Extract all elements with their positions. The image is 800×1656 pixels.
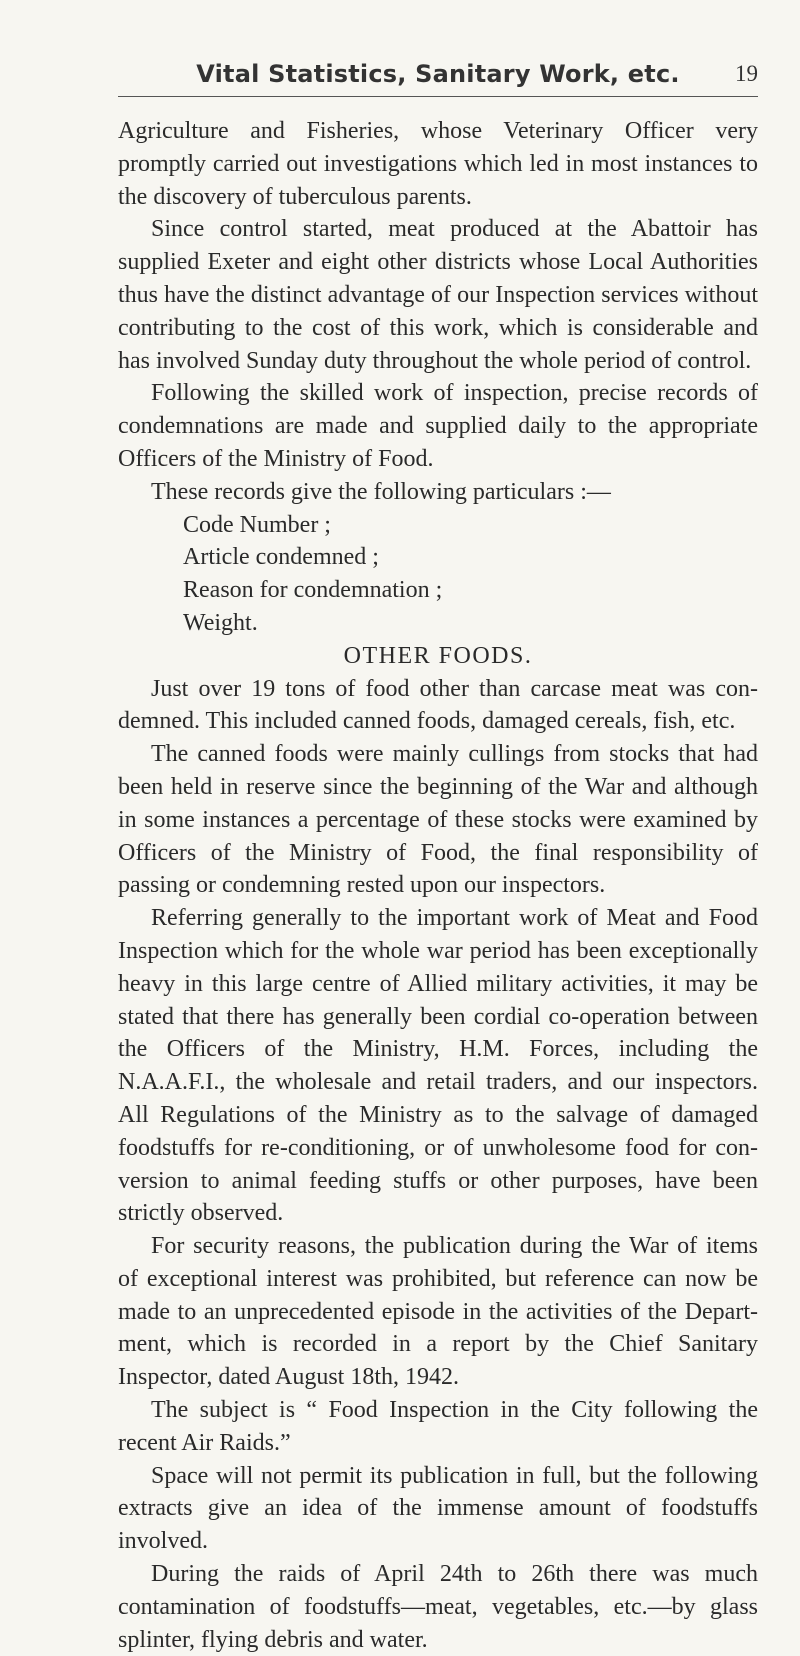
body-text [118, 115, 758, 1656]
list-item: Weight. [183, 609, 258, 636]
paragraph: Referring generally to the important work of Meat and Food Inspection which for the whole war period has been exceptionally heavy in this large centre of Allied military activities, it may be stated that there has generally been cordial co-operation between the Officers of the Ministry, H.M. Forces, including the N.A.A.F.I., the wholesale and retail traders, and our inspectors. All Regulations of the Ministry as to the salvage of damaged foodstuffs for re-conditioning, or of unwholesome food for conversion to animal feeding stuffs or other purposes, have been strictly observed. [118, 905, 758, 1227]
page-number: 19 [735, 61, 758, 86]
paragraph: Since control started, meat produced at the Abattoir has supplied Exeter and eight other districts whose Local Authorities thus have the distinct advantage of our Inspection services without contributing to the cost of this work, which is considerable and has involved Sunday duty throughout the whole period of control. [118, 216, 758, 374]
paragraph: Just over 19 tons of food other than carcase meat was condemned. This included canned foods, damaged cereals, fish, etc. [118, 675, 758, 735]
paragraph: The subject is “ Food Inspection in the City following the recent Air Raids.” [118, 1397, 758, 1456]
paragraph: During the raids of April 24th to 26th there was much contamination of foodstuffs—meat, vegetables, etc.—by glass splinter, flying debris and water. [118, 1561, 758, 1653]
paragraph: Agriculture and Fisheries, whose Veterinary Officer very promptly carried out investigations which led in most instances to the discovery of tuberculous parents. [118, 118, 758, 210]
paragraph: These records give the following particulars :— [151, 478, 611, 505]
list-item: Reason for condemnation ; [183, 577, 443, 604]
list-item: Article condemned ; [183, 544, 379, 571]
header-title: Vital Statistics, Sanitary Work, etc. [196, 60, 680, 88]
paragraph: For security reasons, the publication during the War of items of exceptional interest was prohibited, but reference can now be made to an unprecedented episode in the activities of the Department, which is recorded in a report by the Chief Sanitary Inspector, dated August 18th, 1942. [118, 1233, 758, 1391]
list-item: Code Number ; [183, 511, 331, 538]
paragraph: The canned foods were mainly cullings from stocks that had been held in reserve since the beginning of the War and although in some instances a percentage of these stocks were examined by Officers of the Ministry of Food, the final responsibility of passing or condemning rested upon our inspectors. [118, 741, 758, 899]
running-header [118, 60, 758, 97]
paragraph: Space will not permit its publication in full, but the following extracts give an idea of the immense amount of foodstuffs involved. [118, 1462, 758, 1555]
particulars-list [118, 509, 758, 640]
section-heading: OTHER FOODS. [343, 642, 533, 669]
paragraph: Following the skilled work of inspection, precise records of condemnations are made and supplied daily to the appropriate Officers of the Ministry of Food. [118, 380, 758, 472]
